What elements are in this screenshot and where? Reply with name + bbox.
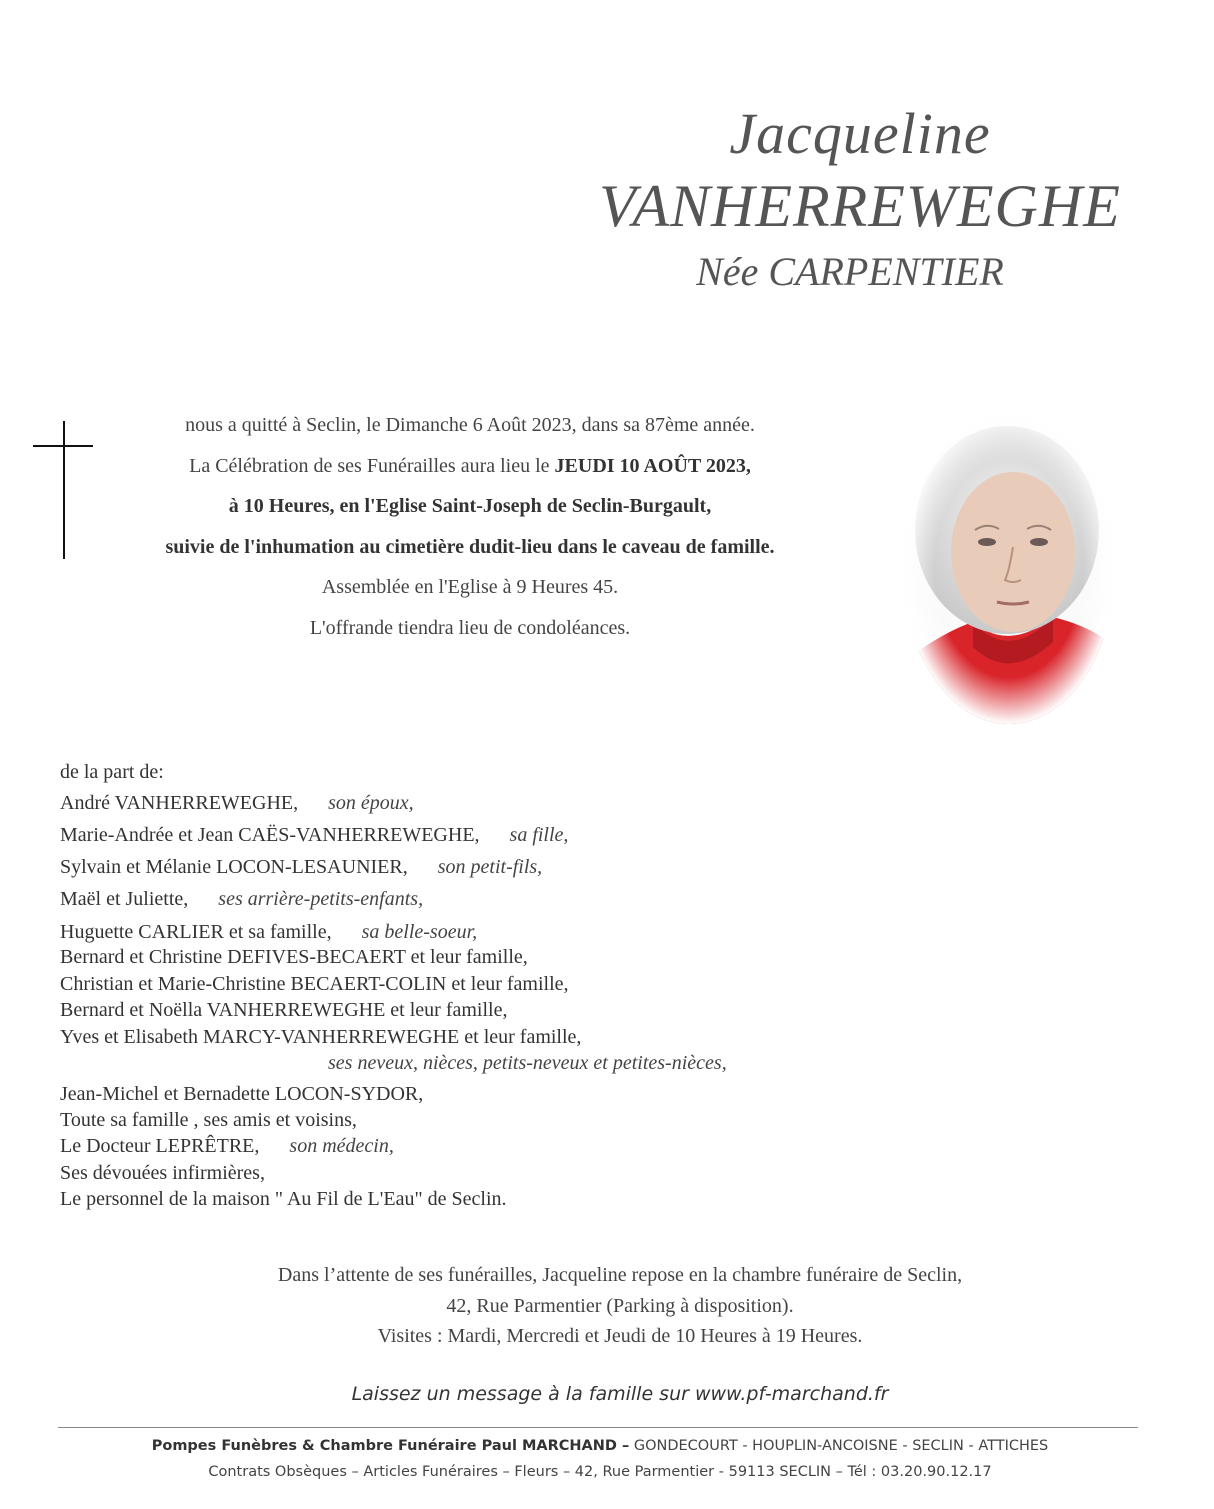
family-row: Sylvain et Mélanie LOCON-LESAUNIER, son petit-fils, bbox=[60, 856, 543, 878]
family-row: Ses dévouées infirmières, bbox=[60, 1161, 265, 1184]
announcement-line: Assemblée en l'Eglise à 9 Heures 45. bbox=[321, 576, 619, 598]
family-row: Marie-Andrée et Jean CAËS-VANHERREWEGHE, sa fille, bbox=[60, 824, 569, 846]
family-row: André VANHERREWEGHE, son époux, bbox=[60, 792, 414, 814]
family-row: Jean-Michel et Bernadette LOCON-SYDOR, bbox=[60, 1082, 424, 1105]
family-row: Christian et Marie-Christine BECAERT-COLIN et leur famille, bbox=[60, 972, 569, 995]
family-row: Huguette CARLIER et sa famille, sa belle-soeur, bbox=[60, 921, 478, 943]
family-row: Bernard et Noëlla VANHERREWEGHE et leur famille, bbox=[60, 999, 508, 1021]
announcement-line: L'offrande tiendra lieu de condoléances. bbox=[309, 616, 631, 639]
first-name: Jacqueline bbox=[729, 101, 991, 166]
footer-divider bbox=[58, 1427, 1138, 1428]
announcement-line: nous a quitté à Seclin, le Dimanche 6 Août 2023, dans sa 87ème année. bbox=[185, 414, 755, 436]
last-name: VANHERREWEGHE bbox=[599, 173, 1121, 239]
family-row: Toute sa famille , ses amis et voisins, bbox=[60, 1108, 357, 1131]
visitation-line: 42, Rue Parmentier (Parking à disposition). bbox=[446, 1294, 794, 1317]
family-row: Bernard et Christine DEFIVES-BECAERT et leur famille, bbox=[60, 946, 528, 968]
announcement-line: à 10 Heures, en l'Eglise Saint-Joseph de Seclin-Burgault, bbox=[228, 495, 712, 517]
family-row: Maël et Juliette, ses arrière-petits-enfants, bbox=[60, 888, 424, 910]
announcement bbox=[100, 408, 840, 651]
portrait-photo bbox=[903, 412, 1115, 724]
ceremony-date: JEUDI 10 AOÛT 2023, bbox=[554, 454, 751, 477]
footer-company: Pompes Funèbres & Chambre Funéraire Paul MARCHAND – GONDECOURT - HOUPLIN-ANCOISNE - SECLIN - ATTICHES bbox=[151, 1438, 1049, 1454]
footer-contact: Contrats Obsèques – Articles Funéraires – Fleurs – 42, Rue Parmentier - 59113 SECLIN – Tél : 03.20.90.12.17 bbox=[208, 1464, 992, 1480]
visitation-line: Dans l’attente de ses funérailles, Jacqueline repose en la chambre funéraire de Seclin, bbox=[277, 1264, 963, 1286]
family-row: Le Docteur LEPRÊTRE, son médecin, bbox=[60, 1135, 394, 1157]
family-row: Yves et Elisabeth MARCY-VANHERREWEGHE et leur famille, bbox=[60, 1025, 582, 1048]
visitation-info bbox=[120, 1260, 1120, 1352]
visitation-line: Visites : Mardi, Mercredi et Jeudi de 10 Heures à 19 Heures. bbox=[377, 1325, 863, 1347]
family-intro: de la part de: bbox=[60, 761, 164, 783]
family-row: Le personnel de la maison " Au Fil de L'Eau" de Seclin. bbox=[60, 1188, 507, 1210]
website-message: Laissez un message à la famille sur www.pf-marchand.fr bbox=[351, 1383, 889, 1405]
announcement-line: La Célébration de ses Funérailles aura lieu le JEUDI 10 AOÛT 2023, bbox=[189, 454, 751, 477]
family-row: ses neveux, nièces, petits-neveux et petites-nièces, bbox=[328, 1052, 727, 1074]
maiden-name: Née CARPENTIER bbox=[696, 249, 1004, 294]
announcement-line: suivie de l'inhumation au cimetière dudit-lieu dans le caveau de famille. bbox=[165, 535, 775, 558]
family-list bbox=[60, 758, 960, 1213]
